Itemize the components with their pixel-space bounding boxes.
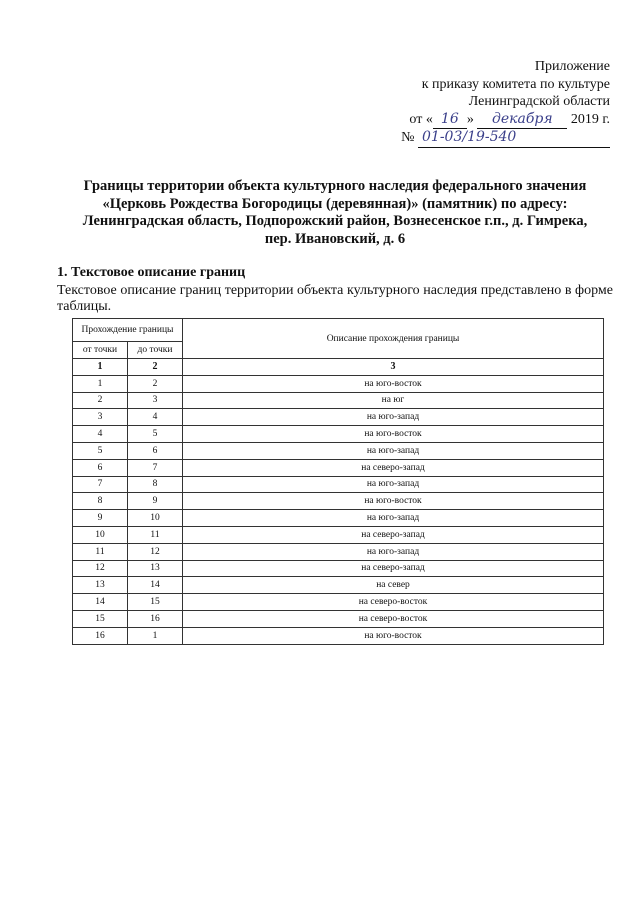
- table-row: [73, 375, 604, 392]
- table-row: [73, 610, 604, 627]
- table-row: [73, 426, 604, 443]
- section-heading: 1. Текстовое описание границ: [57, 265, 246, 280]
- table-row: [73, 459, 604, 476]
- table-row: [73, 493, 604, 510]
- date-year: 2019 г.: [570, 111, 610, 127]
- cell-to: 14: [128, 577, 183, 594]
- header-from-point: от точки: [73, 342, 128, 359]
- table-row: [73, 526, 604, 543]
- cell-from: 5: [73, 442, 128, 459]
- cell-to: 1: [128, 627, 183, 644]
- number-prefix: №: [401, 130, 415, 145]
- title-line-1: Границы территории объекта культурного наследия федерального значения: [83, 178, 587, 194]
- cell-from: 10: [73, 526, 128, 543]
- cell-to: 16: [128, 610, 183, 627]
- cell-from: 14: [73, 594, 128, 611]
- appendix-block: [310, 58, 610, 148]
- cell-desc: на юго-восток: [183, 627, 604, 644]
- appendix-number: [310, 129, 610, 148]
- cell-desc: на северо-восток: [183, 594, 604, 611]
- cell-desc: на юго-запад: [183, 510, 604, 527]
- cell-from: 4: [73, 426, 128, 443]
- cell-desc: на юго-восток: [183, 493, 604, 510]
- table-row: [73, 594, 604, 611]
- date-mid: »: [466, 111, 474, 127]
- cell-to: 6: [128, 442, 183, 459]
- cell-desc: на юго-восток: [183, 375, 604, 392]
- document-title: [55, 178, 615, 248]
- cell-desc: на северо-запад: [183, 560, 604, 577]
- cell-from: 15: [73, 610, 128, 627]
- table-body: [73, 359, 604, 645]
- title-line-2: «Церковь Рождества Богородицы (деревянная)» (памятник) по адресу:: [102, 195, 568, 212]
- cell-to: 4: [128, 409, 183, 426]
- cell-to: 2: [128, 375, 183, 392]
- cell-from: 13: [73, 577, 128, 594]
- cell-to: 3: [128, 392, 183, 409]
- cell-desc: на юго-запад: [183, 543, 604, 560]
- table-row: [73, 577, 604, 594]
- cell-desc: на юго-восток: [183, 426, 604, 443]
- cell-to: 11: [128, 526, 183, 543]
- cell-from: 2: [73, 392, 128, 409]
- header-to-point: до точки: [128, 342, 183, 359]
- table-row: [73, 510, 604, 527]
- boundary-table: [72, 318, 604, 645]
- cell-desc: на север: [183, 577, 604, 594]
- header-description: Описание прохождения границы: [183, 319, 604, 359]
- cell-from: 16: [73, 627, 128, 644]
- cell-from: 3: [73, 409, 128, 426]
- cell-to: 12: [128, 543, 183, 560]
- appendix-region: Ленинградской области: [468, 94, 610, 109]
- cell-from: 8: [73, 493, 128, 510]
- cell-desc: на юго-запад: [183, 476, 604, 493]
- table-row: [73, 627, 604, 644]
- cell-desc: на северо-восток: [183, 610, 604, 627]
- cell-from: 11: [73, 543, 128, 560]
- cell-to: 9: [128, 493, 183, 510]
- column-number: 3: [183, 359, 604, 376]
- cell-to: 13: [128, 560, 183, 577]
- appendix-date: [310, 111, 610, 130]
- table-row: [73, 442, 604, 459]
- cell-from: 9: [73, 510, 128, 527]
- table-row: [73, 543, 604, 560]
- column-number: 1: [73, 359, 128, 376]
- date-day: 16: [433, 111, 467, 130]
- cell-to: 15: [128, 594, 183, 611]
- cell-desc: на юго-запад: [183, 442, 604, 459]
- cell-from: 6: [73, 459, 128, 476]
- cell-from: 1: [73, 375, 128, 392]
- appendix-label: Приложение: [534, 59, 610, 74]
- header-boundary-passage: Прохождение границы: [73, 319, 183, 342]
- cell-desc: на юго-запад: [183, 409, 604, 426]
- table-row: [73, 476, 604, 493]
- date-prefix: от «: [409, 111, 433, 127]
- number-value: 01-03/19-540: [418, 129, 610, 148]
- table-row: [73, 392, 604, 409]
- cell-desc: на юг: [183, 392, 604, 409]
- cell-from: 7: [73, 476, 128, 493]
- column-number-row: [73, 359, 604, 376]
- table-row: [73, 560, 604, 577]
- cell-desc: на северо-запад: [183, 459, 604, 476]
- table-row: [73, 409, 604, 426]
- title-line-4: пер. Ивановский, д. 6: [264, 230, 406, 247]
- appendix-order-ref: к приказу комитета по культуре: [421, 76, 610, 92]
- cell-desc: на северо-запад: [183, 526, 604, 543]
- column-number: 2: [128, 359, 183, 376]
- cell-to: 7: [128, 459, 183, 476]
- section-text: Текстовое описание границ территории объекта культурного наследия представлено в форме таблицы.: [57, 283, 613, 314]
- cell-to: 5: [128, 426, 183, 443]
- cell-to: 10: [128, 510, 183, 527]
- title-line-3: Ленинградская область, Подпорожский район, Вознесенское г.п., д. Гимрека,: [82, 213, 588, 229]
- cell-from: 12: [73, 560, 128, 577]
- date-month: декабря: [477, 111, 567, 130]
- cell-to: 8: [128, 476, 183, 493]
